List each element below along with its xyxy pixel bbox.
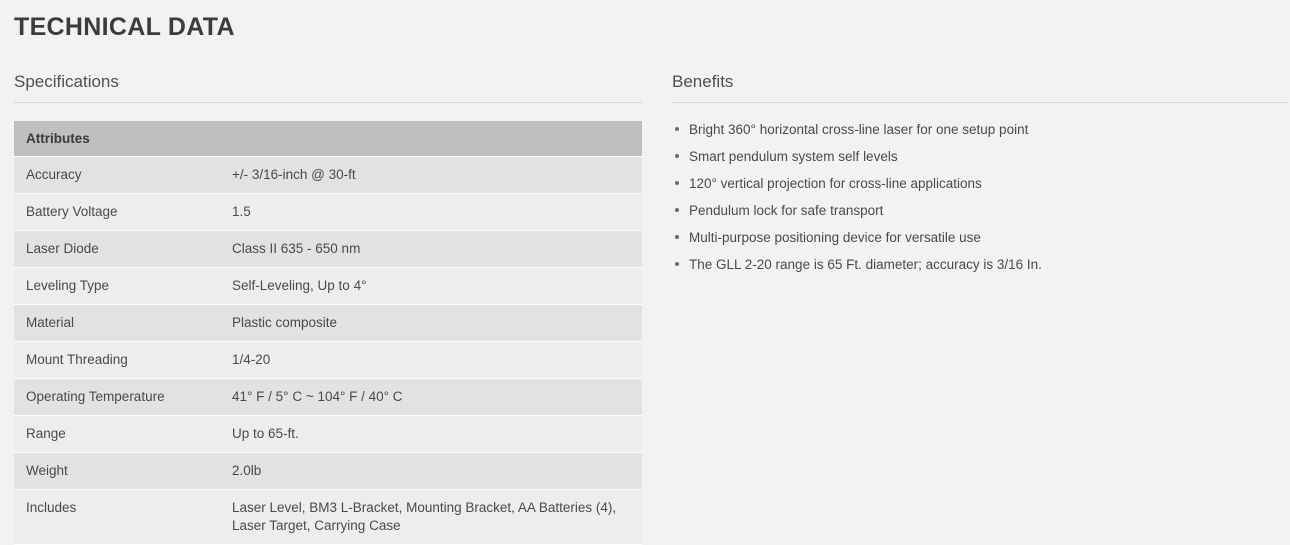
list-item: Multi-purpose positioning device for versatile use bbox=[672, 229, 1288, 246]
page-title: TECHNICAL DATA bbox=[14, 13, 235, 41]
table-row bbox=[14, 305, 642, 342]
column-header-attributes: Attributes bbox=[14, 121, 642, 157]
list-item: The GLL 2-20 range is 65 Ft. diameter; accuracy is 3/16 In. bbox=[672, 256, 1288, 273]
table-row bbox=[14, 416, 642, 453]
table-row bbox=[14, 490, 642, 545]
table-row bbox=[14, 453, 642, 490]
attribute-name: Mount Threading bbox=[14, 342, 220, 379]
attribute-value: Class II 635 - 650 nm bbox=[220, 231, 642, 268]
table-row bbox=[14, 268, 642, 305]
table-row bbox=[14, 379, 642, 416]
column-gap bbox=[642, 72, 672, 545]
list-item: Bright 360° horizontal cross-line laser for one setup point bbox=[672, 121, 1288, 138]
content-columns bbox=[14, 72, 1276, 545]
specifications-section bbox=[14, 72, 642, 545]
attribute-value: Self-Leveling, Up to 4° bbox=[220, 268, 642, 305]
attribute-name: Range bbox=[14, 416, 220, 453]
benefits-heading: Benefits bbox=[672, 72, 1288, 103]
attribute-value: 1.5 bbox=[220, 194, 642, 231]
attribute-value: Up to 65-ft. bbox=[220, 416, 642, 453]
attribute-value: Laser Level, BM3 L-Bracket, Mounting Bracket, AA Batteries (4), Laser Target, Carrying Case bbox=[220, 490, 642, 545]
attribute-name: Weight bbox=[14, 453, 220, 490]
attribute-value: Plastic composite bbox=[220, 305, 642, 342]
attribute-value: 2.0lb bbox=[220, 453, 642, 490]
specifications-table-head bbox=[14, 121, 642, 157]
attribute-name: Laser Diode bbox=[14, 231, 220, 268]
attribute-value: 41° F / 5° C ~ 104° F / 40° C bbox=[220, 379, 642, 416]
attribute-name: Operating Temperature bbox=[14, 379, 220, 416]
specifications-table-body bbox=[14, 157, 642, 545]
specifications-table bbox=[14, 121, 642, 545]
attribute-name: Includes bbox=[14, 490, 220, 545]
list-item: 120° vertical projection for cross-line applications bbox=[672, 175, 1288, 192]
attribute-name: Accuracy bbox=[14, 157, 220, 194]
specifications-heading: Specifications bbox=[14, 72, 642, 103]
attribute-value: +/- 3/16-inch @ 30-ft bbox=[220, 157, 642, 194]
list-item: Smart pendulum system self levels bbox=[672, 148, 1288, 165]
table-row bbox=[14, 231, 642, 268]
table-header-row bbox=[14, 121, 642, 157]
table-row bbox=[14, 157, 642, 194]
attribute-value: 1/4-20 bbox=[220, 342, 642, 379]
table-row bbox=[14, 342, 642, 379]
table-row bbox=[14, 194, 642, 231]
list-item: Pendulum lock for safe transport bbox=[672, 202, 1288, 219]
attribute-name: Leveling Type bbox=[14, 268, 220, 305]
benefits-list bbox=[672, 121, 1288, 273]
attribute-name: Material bbox=[14, 305, 220, 342]
attribute-name: Battery Voltage bbox=[14, 194, 220, 231]
benefits-section bbox=[672, 72, 1288, 545]
